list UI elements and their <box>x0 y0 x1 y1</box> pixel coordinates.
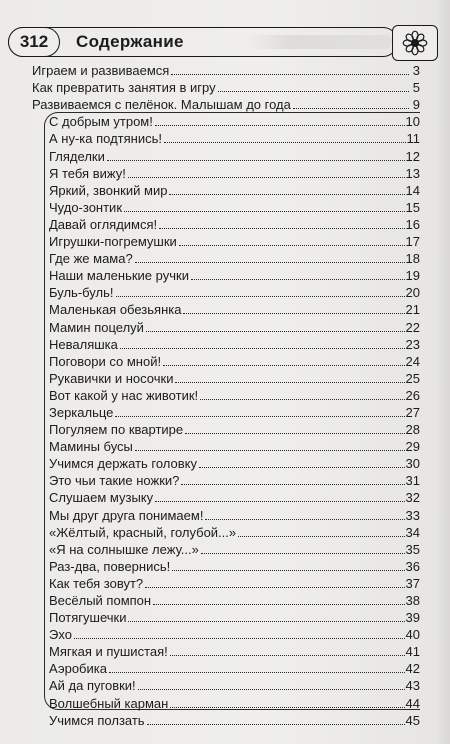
toc-entry <box>32 198 420 215</box>
toc-entry-title: Мы друг друга понимаем! <box>49 507 204 523</box>
toc-entry-page: 21 <box>405 302 420 318</box>
page-title: Содержание <box>76 32 184 51</box>
toc-entry-page: 36 <box>405 558 420 574</box>
toc-entry-title: Развиваемся с пелёнок. Малышам до года <box>32 97 291 113</box>
toc-entry <box>32 335 420 352</box>
toc-entry-title: Раз-два, повернись! <box>49 558 171 574</box>
toc-entry <box>32 300 420 317</box>
toc-entry <box>32 488 420 505</box>
toc-entry-page: 28 <box>405 422 420 438</box>
dot-leader <box>124 211 405 212</box>
dot-leader <box>120 348 405 349</box>
toc-entry-page: 24 <box>405 353 420 369</box>
toc-entry-page: 29 <box>405 439 420 455</box>
toc-entry-page: 39 <box>405 610 420 626</box>
toc-entry-page: 10 <box>405 114 420 130</box>
dot-leader <box>109 672 405 673</box>
dot-leader <box>138 689 405 690</box>
dot-leader <box>181 484 404 485</box>
toc-entry-page: 35 <box>405 541 420 557</box>
toc-entry-page: 41 <box>405 644 420 660</box>
toc-entry-title: Поговори со мной! <box>49 353 162 369</box>
dot-leader <box>179 245 405 246</box>
toc-entry-page: 13 <box>405 165 420 181</box>
toc-entry <box>32 129 420 146</box>
dot-leader <box>135 450 405 451</box>
dot-leader <box>185 433 404 434</box>
dot-leader <box>145 587 404 588</box>
toc-entry-title: Яркий, звонкий мир <box>49 182 168 198</box>
toc-entry-page: 16 <box>405 216 420 232</box>
dot-leader <box>116 296 405 297</box>
dot-leader <box>191 279 405 280</box>
dot-leader <box>135 262 405 263</box>
toc-entry <box>32 249 420 266</box>
toc-entry-page: 19 <box>405 268 420 284</box>
dot-leader <box>170 655 405 656</box>
table-of-contents <box>32 61 420 728</box>
toc-entry <box>32 78 420 95</box>
toc-entry <box>32 146 420 163</box>
toc-entry-title: «Жёлтый, красный, голубой...» <box>49 524 237 540</box>
toc-entry <box>32 61 420 78</box>
toc-entry-title: Вот какой у нас животик! <box>49 387 199 403</box>
toc-entry-title: Играем и развиваемся <box>32 63 170 79</box>
toc-entry <box>32 540 420 557</box>
toc-entry <box>32 574 420 591</box>
toc-entry <box>32 112 420 129</box>
toc-entry-page: 3 <box>412 63 420 79</box>
toc-entry-title: А ну-ка подтянись! <box>49 131 162 147</box>
toc-entry-page: 37 <box>405 575 420 591</box>
dot-leader <box>128 621 404 622</box>
toc-entry-page: 45 <box>405 712 420 728</box>
toc-entry-title: Весёлый помпон <box>49 593 152 608</box>
toc-entry-page: 32 <box>405 490 420 506</box>
dot-leader <box>147 724 405 725</box>
toc-entry <box>32 642 420 659</box>
toc-entry-title: Потягушечки <box>49 610 127 626</box>
toc-entry <box>32 693 420 710</box>
toc-entry-title: Мамины бусы <box>49 439 133 455</box>
dot-leader <box>155 501 404 502</box>
toc-entry-title: Неваляшка <box>49 336 118 352</box>
toc-entry <box>32 454 420 471</box>
dot-leader <box>163 365 404 366</box>
dot-leader <box>164 142 406 143</box>
toc-entry-title: Аэробика <box>49 661 107 677</box>
toc-entry <box>32 625 420 642</box>
toc-entry <box>32 505 420 522</box>
dot-leader <box>183 313 404 314</box>
toc-entry-title: Где же мама? <box>49 251 133 267</box>
toc-entry-page: 12 <box>405 148 420 164</box>
header-bleedthrough <box>246 35 392 49</box>
toc-entry-page: 5 <box>412 80 420 96</box>
toc-entry-title: Слушаем музыку <box>49 490 154 506</box>
toc-entry <box>32 266 420 283</box>
toc-entry-title: Как тебя зовут? <box>49 575 144 591</box>
dot-leader <box>205 519 404 520</box>
toc-entry <box>32 403 420 420</box>
dot-leader <box>172 570 404 571</box>
toc-entry-title: Волшебный карман <box>49 695 169 711</box>
toc-entry-title: «Я на солнышке лежу...» <box>49 541 199 557</box>
toc-entry-title: Мягкая и пушистая! <box>49 644 168 660</box>
toc-entry-page: 40 <box>405 627 420 643</box>
toc-entry-title: Учимся держать головку <box>49 456 198 472</box>
toc-entry <box>32 471 420 488</box>
page-number: 312 <box>8 27 60 57</box>
dot-leader <box>115 416 404 417</box>
toc-entry <box>32 95 420 112</box>
dot-leader <box>159 228 404 229</box>
toc-entry <box>32 369 420 386</box>
toc-entry-page: 31 <box>405 473 420 489</box>
toc-entry <box>32 164 420 181</box>
toc-entry <box>32 711 420 728</box>
dot-leader <box>107 160 405 161</box>
toc-entry-title: Игрушки-погремушки <box>49 234 177 250</box>
toc-entry-title: Эхо <box>49 627 72 643</box>
toc-entry-page: 11 <box>406 131 420 147</box>
dot-leader <box>293 108 409 109</box>
dot-leader <box>200 399 404 400</box>
toc-entry-title: Зеркальце <box>49 404 114 420</box>
toc-entry-page: 14 <box>405 182 420 198</box>
toc-entry-page: 43 <box>405 678 420 694</box>
dot-leader <box>74 638 405 639</box>
toc-entry-page: 30 <box>405 456 420 472</box>
toc-entry-page: 22 <box>405 319 420 335</box>
toc-entry-title: Учимся ползать <box>49 712 145 728</box>
toc-entry-title: Это чьи такие ножки? <box>49 473 180 489</box>
page-edge-shadow <box>436 0 450 744</box>
toc-entry-title: С добрым утром! <box>49 114 153 130</box>
dot-leader <box>155 125 405 126</box>
toc-entry-title: Гляделки <box>49 148 105 164</box>
toc-entry <box>32 676 420 693</box>
toc-entry <box>32 181 420 198</box>
dot-leader <box>169 194 404 195</box>
toc-entry-page: 27 <box>405 404 420 420</box>
toc-entry-page: 34 <box>405 524 420 540</box>
toc-entry-page: 17 <box>405 234 420 250</box>
dot-leader <box>201 553 405 554</box>
toc-entry <box>32 608 420 625</box>
toc-entry-page: 33 <box>405 507 420 523</box>
toc-entry-page: 26 <box>405 387 420 403</box>
dot-leader <box>175 382 404 383</box>
dot-leader <box>128 177 405 178</box>
toc-entry <box>32 557 420 574</box>
toc-entry <box>32 386 420 403</box>
toc-entry-page: 23 <box>405 336 420 352</box>
toc-entry <box>32 659 420 676</box>
toc-entry-title: Буль-буль! <box>49 285 114 301</box>
toc-entry <box>32 437 420 454</box>
toc-entry-title: Наши маленькие ручки <box>49 268 189 284</box>
dot-leader <box>170 707 404 708</box>
toc-entry-page: 18 <box>405 251 420 267</box>
dot-leader <box>171 74 409 75</box>
toc-entry <box>32 232 420 249</box>
dot-leader <box>153 604 404 605</box>
toc-entry <box>32 215 420 232</box>
toc-entry <box>32 317 420 334</box>
toc-entry-page: 42 <box>405 661 420 677</box>
toc-entry-page: 25 <box>405 370 420 386</box>
toc-entry-title: Я тебя вижу! <box>49 165 126 181</box>
toc-entry-page: 44 <box>405 695 420 711</box>
toc-entry-page: 38 <box>405 593 420 608</box>
flower-icon <box>392 25 438 61</box>
toc-entry-title: Мамин поцелуй <box>49 319 144 335</box>
page-header <box>8 25 438 59</box>
toc-entry-page: 15 <box>405 199 420 215</box>
toc-entry-title: Давай оглядимся! <box>49 216 158 232</box>
toc-entry <box>32 420 420 437</box>
toc-entry-title: Погуляем по квартире <box>49 422 184 438</box>
toc-entry <box>32 283 420 300</box>
toc-entry-page: 9 <box>412 97 420 113</box>
dot-leader <box>199 467 405 468</box>
dot-leader <box>238 536 404 537</box>
toc-entry-title: Ай да пуговки! <box>49 678 136 694</box>
toc-entry <box>32 523 420 540</box>
toc-entry <box>32 352 420 369</box>
toc-entry-title: Чудо-зонтик <box>49 199 123 215</box>
toc-entry <box>32 591 420 608</box>
toc-entry-title: Рукавички и носочки <box>49 370 174 386</box>
dot-leader <box>146 331 405 332</box>
dot-leader <box>218 91 409 92</box>
toc-entry-title: Как превратить занятия в игру <box>32 80 216 96</box>
toc-entry-title: Маленькая обезьянка <box>49 302 182 318</box>
toc-entry-page: 20 <box>405 285 420 301</box>
